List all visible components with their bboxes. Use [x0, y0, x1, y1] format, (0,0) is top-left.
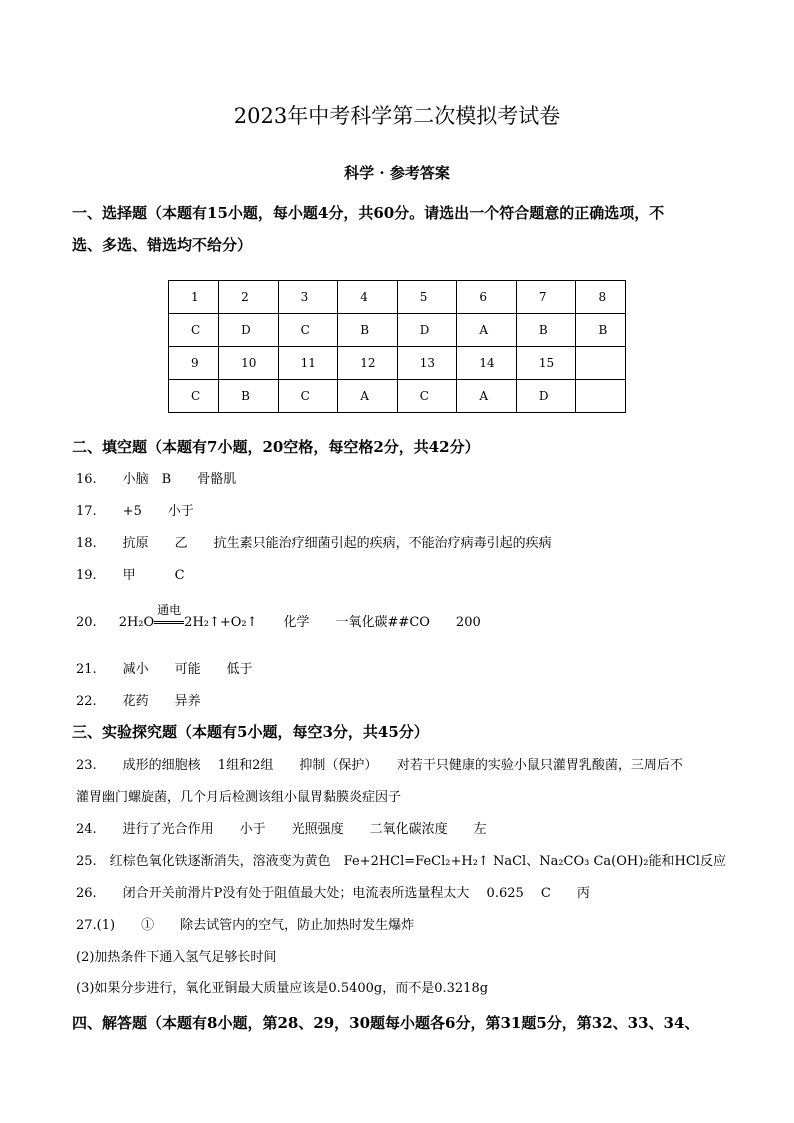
- answer-table-cell: [576, 380, 626, 413]
- answer-table-cell: D: [516, 380, 576, 413]
- answer-table-cell: A: [457, 380, 517, 413]
- answer-table-cell: 13: [397, 347, 457, 380]
- answer-27-2: (2)加热条件下通入氢气足够长时间: [76, 950, 277, 965]
- answer-table-cell: B: [516, 314, 576, 347]
- answer-25: 25. 红棕色氧化铁逐渐消失，溶液变为黄色 Fe+2HCl=FeCl₂+H₂↑ NaCl、Na₂CO₃ Ca(OH)₂能和HCl反应: [76, 854, 726, 869]
- answer-27-1: 27.(1) ① 除去试管内的空气，防止加热时发生爆炸: [76, 918, 415, 933]
- answer-table-cell: 11: [278, 347, 338, 380]
- answer-table-row: [169, 281, 626, 314]
- answer-table-cell: A: [338, 380, 398, 413]
- section3-heading: 三、实验探究题（本题有5小题，每空3分，共45分）: [72, 723, 429, 741]
- answer-table-cell: C: [278, 380, 338, 413]
- answer-table-cell: 7: [516, 281, 576, 314]
- answer-table-cell: C: [397, 380, 457, 413]
- answer-table-cell: B: [219, 380, 279, 413]
- answer-17: 17. +5 小于: [76, 504, 194, 519]
- answer-table-cell: 12: [338, 347, 398, 380]
- answer-20: [76, 603, 481, 630]
- answer-table-cell: C: [169, 314, 219, 347]
- answer-table-cell: B: [338, 314, 398, 347]
- reaction-arrow: [154, 603, 184, 630]
- answer-table-row: [169, 380, 626, 413]
- answer-23-line1: 23. 成形的细胞核 1组和2组 抑制（保护） 对若干只健康的实验小鼠只灌胃乳酸菌，三周后不: [76, 758, 683, 773]
- answer-table-cell: C: [169, 380, 219, 413]
- answer-table-cell: 3: [278, 281, 338, 314]
- answer-table-cell: C: [278, 314, 338, 347]
- answer-22: 22. 花药 异养: [76, 694, 201, 709]
- section1-heading-line2: 选、多选、错选均不给分）: [72, 236, 253, 254]
- answer-table-cell: 1: [169, 281, 219, 314]
- answer-table-cell: 2: [219, 281, 279, 314]
- answer-table-cell: 9: [169, 347, 219, 380]
- answer-table-row: [169, 314, 626, 347]
- section4-heading: 四、解答题（本题有8小题，第28、29，30题每小题各6分，第31题5分，第32、33、34、: [72, 1014, 700, 1032]
- answer-18: 18. 抗原 乙 抗生素只能治疗细菌引起的疾病，不能治疗病毒引起的疾病: [76, 536, 552, 551]
- answer-23-line2: 灌胃幽门螺旋菌，几个月后检测该组小鼠胃黏膜炎症因子: [76, 790, 402, 805]
- equation-right: 2H₂↑+O₂↑ 化学 一氧化碳##CO 200: [184, 615, 481, 630]
- answer-table-cell: 14: [457, 347, 517, 380]
- answer-table-cell: B: [576, 314, 626, 347]
- answer-table-cell: [576, 347, 626, 380]
- answer-26: 26. 闭合开关前滑片P没有处于阻值最大处；电流表所选量程太大 0.625 C 丙: [76, 886, 590, 901]
- answer-21: 21. 减小 可能 低于: [76, 662, 253, 677]
- answer-table: [168, 280, 626, 413]
- equation-left: 2H₂O: [118, 615, 155, 630]
- answer-table-cell: 15: [516, 347, 576, 380]
- answer-table-cell: A: [457, 314, 517, 347]
- answer-table-cell: 8: [576, 281, 626, 314]
- answer-16: 16. 小脑 B 骨骼肌: [76, 472, 237, 487]
- answer-20-number: 20.: [76, 615, 97, 630]
- answer-table-cell: D: [219, 314, 279, 347]
- answer-table-row: [169, 347, 626, 380]
- answer-table-cell: 5: [397, 281, 457, 314]
- answer-table-cell: 4: [338, 281, 398, 314]
- answer-24: 24. 进行了光合作用 小于 光照强度 二氧化碳浓度 左: [76, 822, 487, 837]
- section1-heading-line1: 一、选择题（本题有15小题，每小题4分，共60分。请选出一个符合题意的正确选项，不: [72, 204, 665, 222]
- answer-table-cell: 6: [457, 281, 517, 314]
- answer-19: 19. 甲 C: [76, 568, 185, 583]
- page-subtitle: 科学 · 参考答案: [344, 164, 450, 182]
- answer-table-cell: 10: [219, 347, 279, 380]
- page-title: 2023年中考科学第二次模拟考试卷: [233, 104, 561, 128]
- section2-heading: 二、填空题（本题有7小题，20空格，每空格2分，共42分）: [72, 438, 480, 456]
- answer-27-3: (3)如果分步进行，氧化亚铜最大质量应该是0.5400g，而不是0.3218g: [76, 981, 489, 996]
- answer-table-cell: D: [397, 314, 457, 347]
- reaction-condition: 通电: [157, 603, 182, 617]
